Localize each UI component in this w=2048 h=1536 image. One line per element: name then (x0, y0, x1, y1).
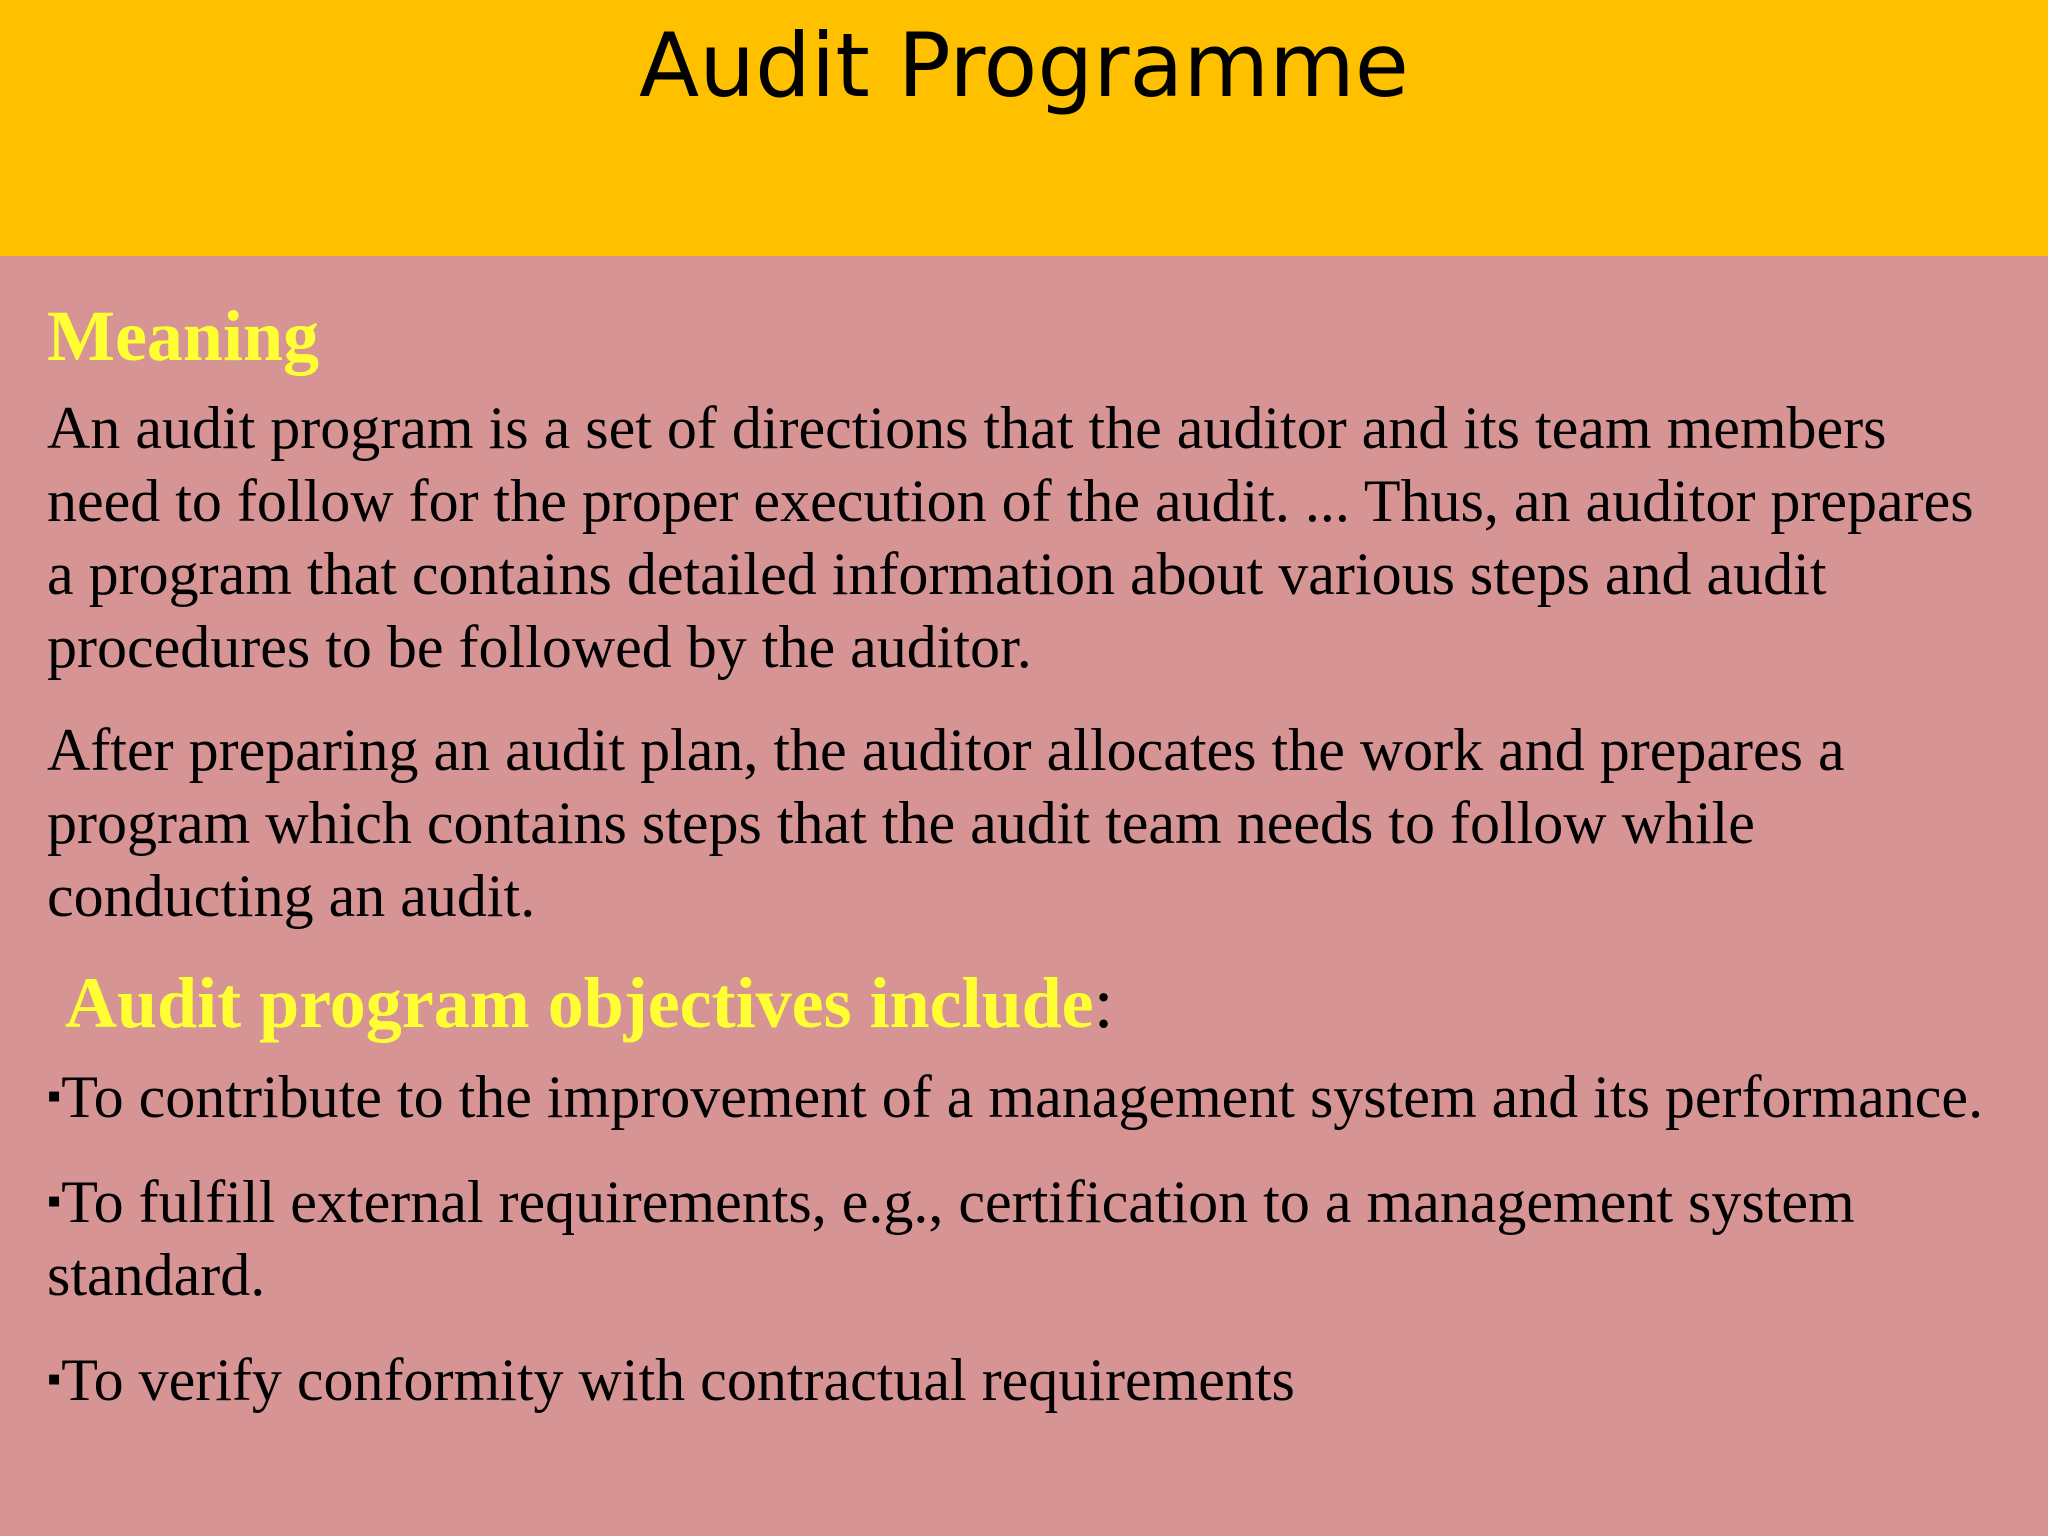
square-bullet-icon: ▪ (47, 1073, 62, 1118)
objective-item (47, 1059, 2007, 1134)
objective-item (47, 1164, 2007, 1312)
square-bullet-icon: ▪ (47, 1356, 62, 1401)
meaning-paragraph-2: After preparing an audit plan, the auditor allocates the work and prepares a program which contains steps that the audit team needs to follow while conducting an audit. (47, 717, 1845, 929)
square-bullet-icon: ▪ (47, 1178, 62, 1223)
meaning-heading: Meaning (47, 296, 320, 376)
slide-title: Audit Programme (639, 14, 1409, 117)
objectives-list (47, 1059, 2007, 1417)
objective-text: To verify conformity with contractual requirements (61, 1347, 1295, 1413)
objectives-heading-colon: : (1093, 963, 1114, 1043)
slide-content (47, 290, 2007, 1447)
title-bar (0, 0, 2048, 256)
objectives-heading (47, 957, 2007, 1049)
objective-text: To contribute to the improvement of a management system and its performance. (61, 1064, 1984, 1130)
meaning-paragraph-1: An audit program is a set of directions that the auditor and its team members need to follow for the proper execution of the audit. ... Thus, an auditor prepares a program that contains detailed information about various steps and audit procedures to be followed by the auditor. (47, 395, 1974, 680)
objective-text: To fulfill external requirements, e.g., certification to a management system standard. (47, 1169, 1855, 1308)
objectives-heading-text: Audit program objectives include (65, 963, 1094, 1043)
objective-item (47, 1342, 2007, 1417)
